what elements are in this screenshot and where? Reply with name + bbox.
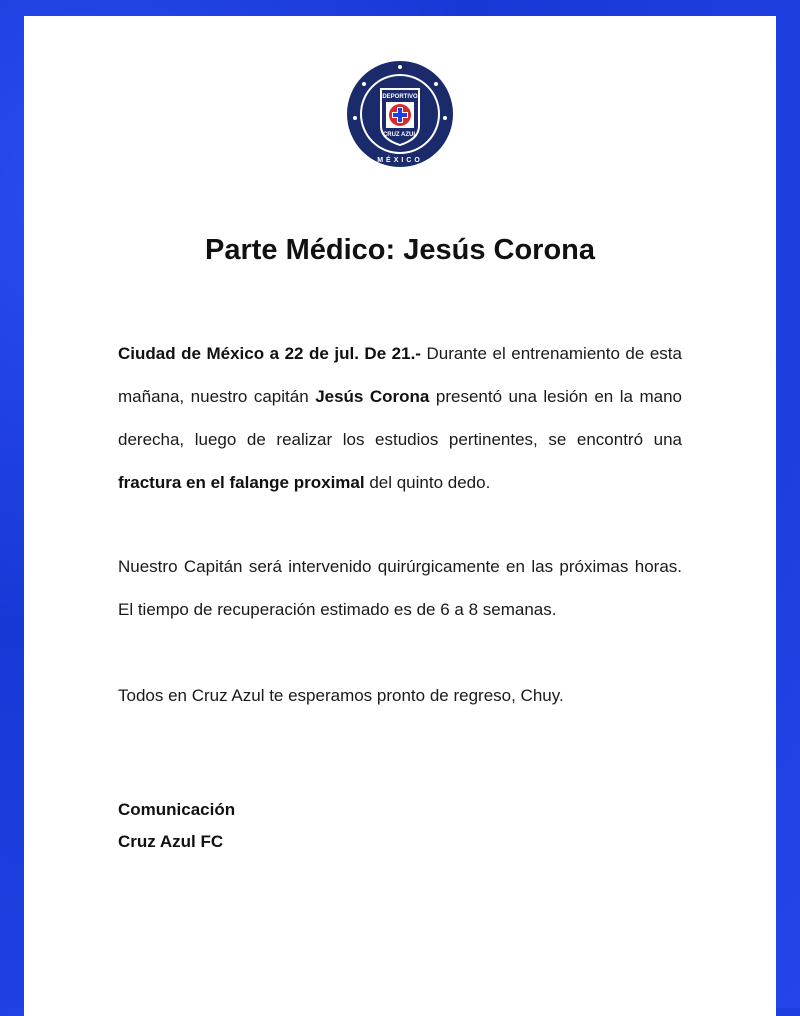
injury-description: fractura en el falange proximal: [118, 473, 365, 492]
document-page: [24, 16, 776, 1016]
signature: [118, 794, 235, 858]
svg-text:MÉXICO: MÉXICO: [377, 157, 423, 164]
svg-text:CRUZ AZUL: CRUZ AZUL: [382, 132, 418, 138]
svg-text:DEPORTIVO: DEPORTIVO: [382, 94, 418, 100]
paragraph-farewell: Todos en Cruz Azul te esperamos pronto de regreso, Chuy.: [118, 686, 564, 705]
player-name: Jesús Corona: [315, 387, 430, 406]
signature-line-department: Comunicación: [118, 800, 236, 819]
signature-line-club: Cruz Azul FC: [118, 832, 224, 851]
paragraph-surgery: Nuestro Capitán será intervenido quirúrgicamente en las próximas horas. El tiempo de recuperación estimado es de 6 a 8 semanas.: [118, 557, 682, 619]
paragraph-text: presentó una lesión en la mano derecha, luego de realizar los estudios pertinentes, se encontró una: [118, 387, 682, 449]
dateline: Ciudad de México a 22 de jul. De 21.-: [118, 344, 421, 363]
cruz-azul-crest-logo: [346, 60, 454, 168]
paragraph-text: del quinto dedo.: [364, 473, 491, 492]
paragraph-injury-report: [118, 332, 682, 504]
paragraph-text: Durante el entrenamiento de esta mañana, nuestro capitán: [118, 344, 682, 406]
page-title: Parte Médico: Jesús Corona: [205, 234, 595, 266]
